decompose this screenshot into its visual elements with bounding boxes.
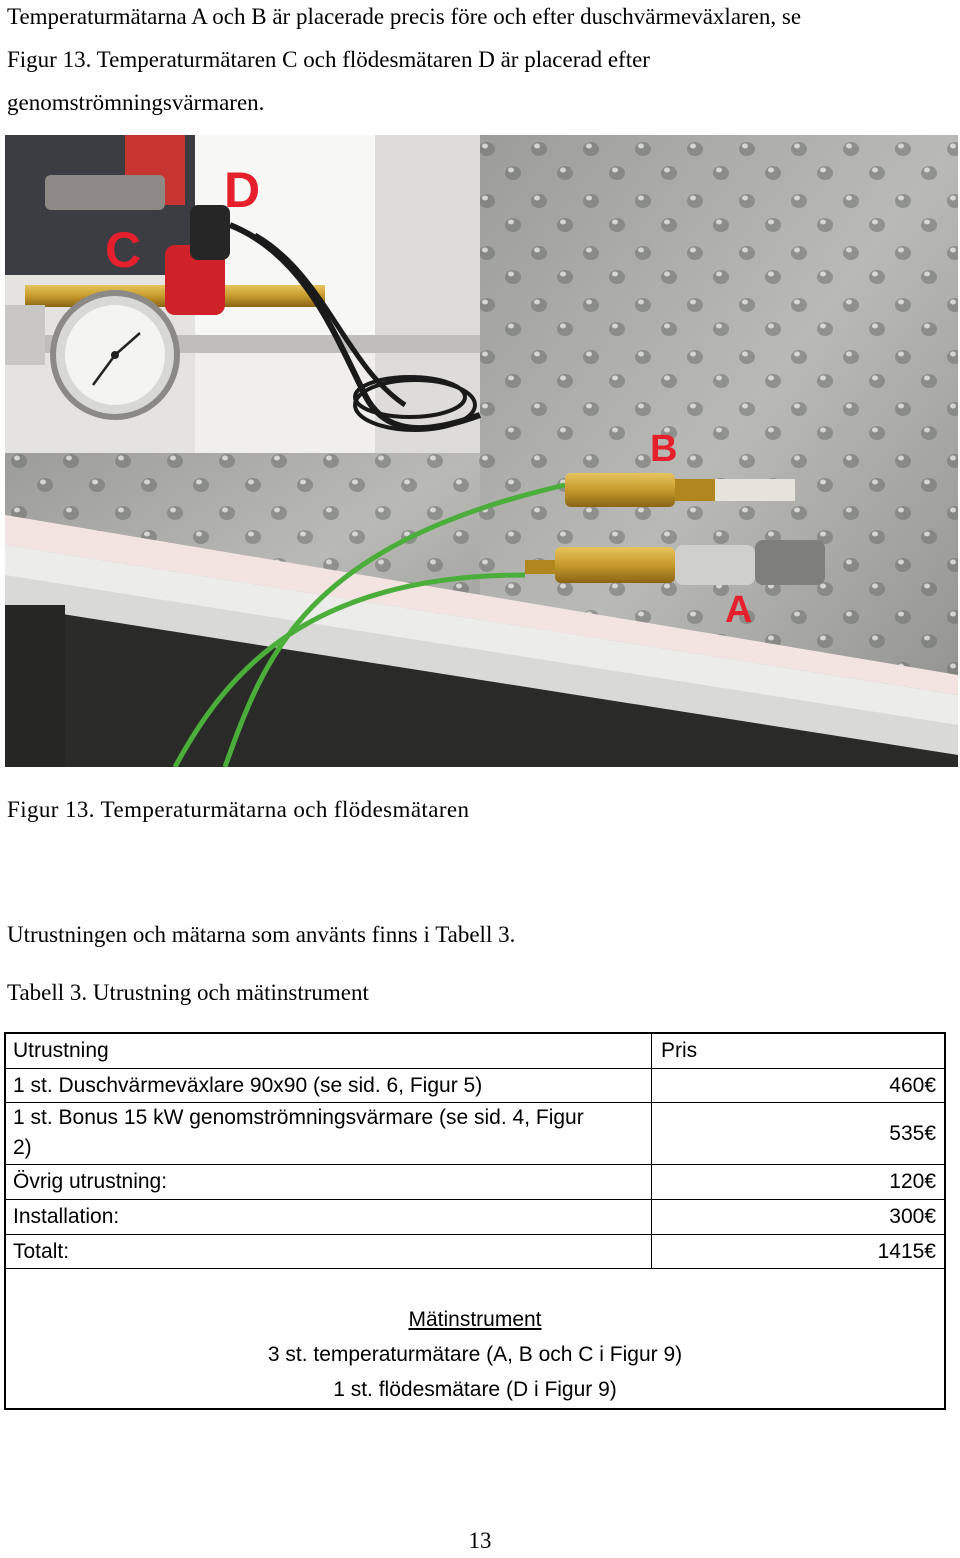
figure-caption: Figur 13. Temperaturmätarna och flödesmätaren (7, 797, 470, 822)
row-price: 535€ (889, 1122, 936, 1145)
intro-paragraph (7, 0, 952, 124)
row-price-cell (652, 1069, 942, 1102)
row-item: Övrig utrustning: (13, 1170, 168, 1193)
table-header-row (6, 1034, 944, 1068)
label-b: B (650, 428, 678, 470)
row-item-line-1: 1 st. Bonus 15 kW genomströmningsvärmare (se sid. 4, Figur (13, 1106, 584, 1129)
row-item: 1 st. Duschvärmeväxlare 90x90 (se sid. 6, Figur 5) (13, 1074, 483, 1097)
row-price: 460€ (889, 1074, 936, 1097)
instruments-line-1: 3 st. temperaturmätare (A, B och C i Figur 9) (267, 1343, 683, 1366)
intro-line-3: genomströmningsvärmaren. (7, 90, 265, 115)
table-row (6, 1200, 944, 1234)
row-item-line-2: 2) (13, 1136, 32, 1159)
intro-line-2: Figur 13. Temperaturmätaren C och flödesmätaren D är placerad efter (7, 47, 650, 72)
equipment-table (4, 1032, 946, 1410)
header-price: Pris (661, 1039, 698, 1062)
row-price: 300€ (889, 1205, 936, 1228)
row-divider (6, 1268, 944, 1269)
row-price-cell (652, 1165, 942, 1199)
instruments-section (6, 1302, 944, 1407)
row-price: 1415€ (877, 1240, 936, 1263)
table-title: Tabell 3. Utrustning och mätinstrument (7, 980, 369, 1005)
row-item (13, 1103, 648, 1164)
label-d: D (224, 162, 261, 218)
row-price-cell (652, 1200, 942, 1234)
intro-line-1: Temperaturmätarna A och B är placerade precis före och efter duschvärmeväxlaren, se (7, 4, 802, 29)
row-price-cell (652, 1235, 942, 1268)
header-item: Utrustning (13, 1039, 109, 1062)
row-item: Installation: (13, 1205, 120, 1228)
figure-13-photo (5, 135, 958, 767)
row-item: Totalt: (13, 1240, 70, 1263)
page-number: 13 (468, 1528, 492, 1553)
label-a: A (725, 589, 753, 631)
table-row (6, 1103, 944, 1164)
instruments-heading: Mätinstrument (408, 1308, 542, 1331)
row-price-cell (652, 1103, 942, 1164)
label-c: C (105, 222, 142, 278)
instruments-line-2: 1 st. flödesmätare (D i Figur 9) (333, 1378, 617, 1401)
table-row (6, 1165, 944, 1199)
table-row (6, 1235, 944, 1268)
usage-text: Utrustningen och mätarna som använts finns i Tabell 3. (7, 922, 516, 947)
row-price: 120€ (889, 1170, 936, 1193)
table-row (6, 1069, 944, 1102)
